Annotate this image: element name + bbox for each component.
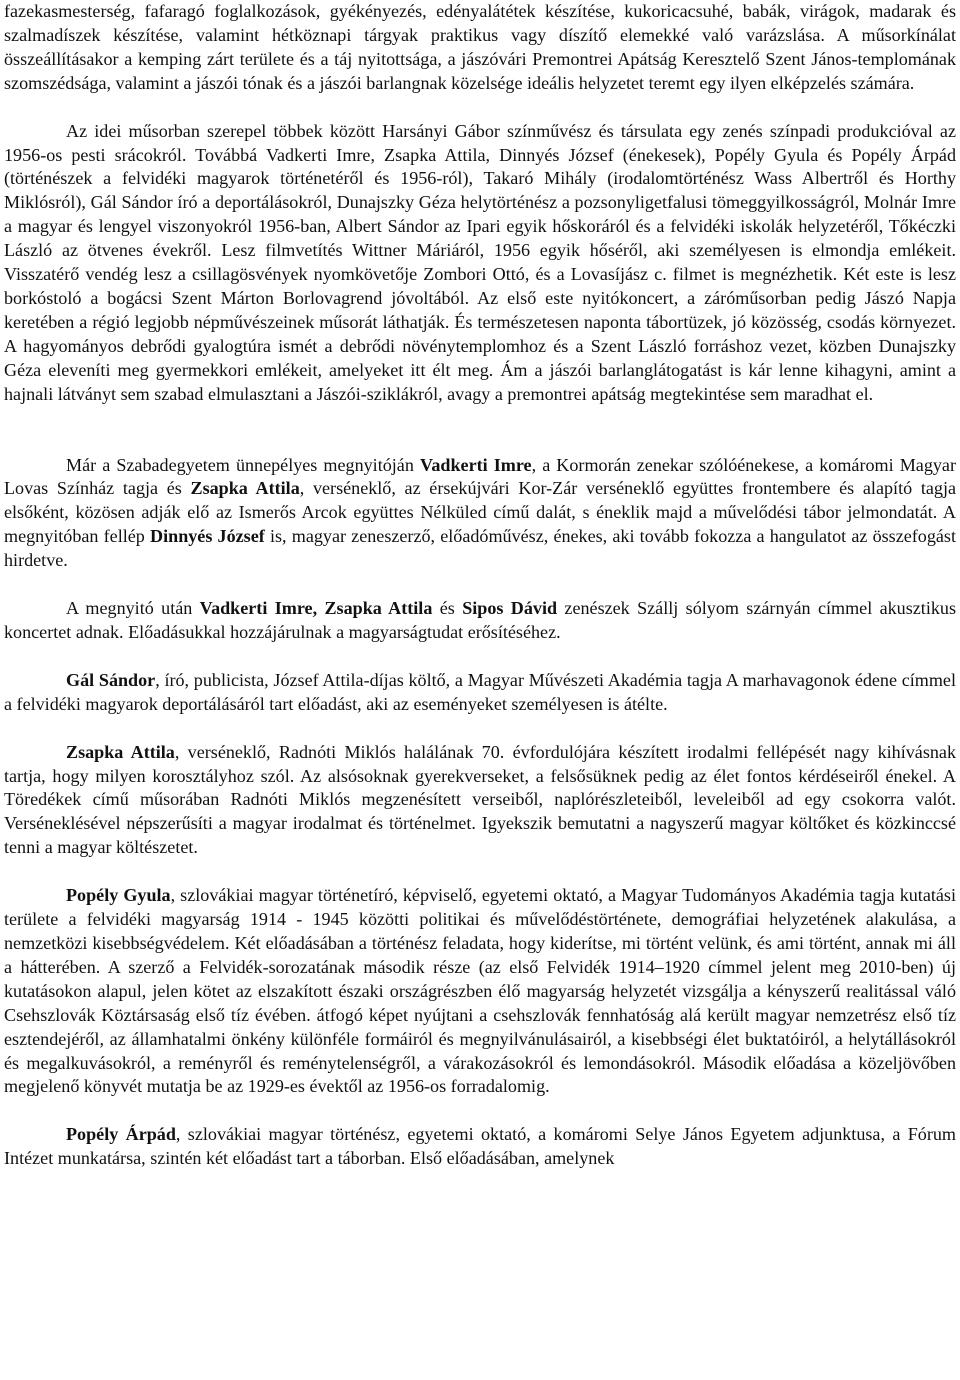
paragraph-text: is, magyar zeneszerző, előadóművész, énekes, aki tovább fokozza a hangulatot az összefogást hirdetve. — [4, 526, 956, 571]
paragraph-gal-sandor — [4, 669, 956, 717]
paragraph-intro-continuation — [4, 0, 956, 96]
paragraph-opening-ceremony — [4, 454, 956, 574]
paragraph-text: , verséneklő, az érsekújvári Kor-Zár verséneklő együttes frontembere és alapító tagja elsőként, közösen adják elő az Ismerős Arcok együttes Nélküled című dalát, s éneklik majd a művelődési tábor jelmondatát. A megnyitóban fellép — [4, 478, 956, 547]
performer-name: Dinnyés József — [150, 526, 265, 547]
performer-name: Sipos Dávid — [462, 598, 558, 619]
paragraph-text: , író, publicista, József Attila-díjas költő, a Magyar Művészeti Akadémia tagja A marhavagonok édene címmel a felvidéki magyarok deportálásáról tart előadást, aki az eseményeket személyesen is átélte. — [4, 669, 956, 714]
paragraph-text: , szlovákiai magyar történetíró, képviselő, egyetemi oktató, a Magyar Tudományos Akadémia tagja kutatási területe a felvidéki magyarság 1914 - 1945 közötti politikai és művelődéstörténete, demográfiai helyzetének alakulása, a nemzetközi kisebbségvédelem. Két előadásában a történész feladata, hogy kiderítse, mi történt velünk, és ami történt, annak mi áll a hátterében. A szerző a Felvidék-sorozatának második része (az első Felvidék 1914–1920 címmel jelent meg 2010-ben) új kutatásokon alapul, jelen kötet az elszakított északi országrészben élő magyarság helyzetét vizsgálja a kényszerű realitással váló Csehszlovák Köztársaság első tíz évében. átfogó képet nyújtani a csehszlovák fennhatóság alá került magyar nemzetrész első tíz esztendejéről, az államhatalmi önkény különféle formáiról és megnyilvánulásairól, a kisebbségi élet buktatóiról, a helytállásokról és megalkuvásokról, a reményről és reménytelenségről, a várakozásokról és lemondásokról. Második előadása a közeljövőben megjelenő könyvét mutatja be az 1929-es évektől az 1956-os forradalomig. — [4, 885, 956, 1097]
performer-name: Vadkerti Imre, Zsapka Attila — [199, 598, 433, 619]
speaker-name: Popély Gyula — [66, 885, 171, 906]
paragraph-text: Már a Szabadegyetem ünnepélyes megnyitóján — [66, 454, 420, 475]
paragraph-text: Az idei műsorban szerepel többek között Harsányi Gábor színművész és társulata egy zenés színpadi produkcióval az 1956-os pesti srácokról. Továbbá Vadkerti Imre, Zsapka Attila, Dinnyés József (énekesek), Popély Gyula és Popély Árpád (történészek a felvidéki magyarok történetéről és 1956-ról), Takaró Mihály (irodalomtörténész Wass Albertről és Horthy Miklósról), Gál Sándor író a deportálásokról, Dunajszky Géza helytörténész a pozsonyligetfalusi tömeggyilkosságról, Molnár Imre a magyar és lengyel viszonyokról 1956-ban, Albert Sándor az Ipari egyik hőskoráról és a felvidéki iskolák helyzetéről, Tőkéczki László az ötvenes évekről. Lesz filmvetítés Wittner Máriáról, 1956 egyik hőséről, aki személyesen is elmondja emlékeit. Visszatérő vendég lesz a csillagösvények nyomkövetője Zombori Ottó, és a Lovasíjász c. filmet is megnézhetik. Két este is lesz borkóstoló a bogácsi Szent Márton Borlovagrend jóvoltából. Az első este nyitókoncert, a záróműsorban pedig Jászó Napja keretében a régió legjobb népművészeinek műsorát láthatják. És természetesen naponta tábortüzek, jó közösség, csodás környezet. A hagyományos debrődi gyalogtúra ismét a debrődi növénytemplomhoz és a Szent László forráshoz vezet, közben Dunajszky Géza eleveníti meg gyermekkori emlékeit, amelyeket itt élt meg. Ám a jászói barlanglátogatást is kár lenne kihagyni, amint a hajnali látványt sem szabad elmulasztani a Jászói-sziklákról, avagy a premontrei apátság megtekintése sem maradhat el. — [4, 120, 956, 404]
performer-name: Vadkerti Imre — [419, 454, 532, 475]
paragraph-text: , szlovákiai magyar történész, egyetemi oktató, a komáromi Selye János Egyetem adjunktusa, a Fórum Intézet munkatársa, szintén két előadást tart a táborban. Első előadásában, amelynek — [4, 1124, 956, 1169]
paragraph-text: , a Kormorán zenekar szólóénekese, a komáromi Magyar Lovas Színház tagja és — [4, 454, 956, 499]
paragraph-text: , verséneklő, Radnóti Miklós halálának 70. évfordulójára készített irodalmi fellépését nagy kihívásnak tartja, hogy milyen korosztályhoz szól. Az alsósoknak gyerekverseket, a felsősüknek pedig az élet fontos kérdéseiről énekel. A Töredékek című műsorában Radnóti Miklós megzenésített verseiből, naplórészleteiből, leveleiből ad egy csokorra valót. Verséneklésével népszerűsíti a magyar irodalmat és történelmet. Igyekszik bemutatni a nagyszerű magyar költőket és közkinccsé tenni a magyar költészetet. — [4, 741, 956, 858]
performer-name: Zsapka Attila — [190, 478, 300, 499]
paragraph-text: A megnyitó után — [66, 598, 200, 619]
paragraph-text: zenészek Szállj sólyom szárnyán címmel akusztikus koncertet adnak. Előadásukkal hozzájárulnak a magyarságtudat erősítéséhez. — [4, 598, 956, 642]
speaker-name: Zsapka Attila — [66, 741, 175, 762]
paragraph-acoustic-concert — [4, 597, 956, 645]
paragraph-zsapka-attila — [4, 741, 956, 861]
speaker-name: Gál Sándor — [66, 669, 156, 690]
paragraph-popely-gyula — [4, 884, 956, 1099]
paragraph-text: fazekasmesterség, fafaragó foglalkozások, gyékényezés, edényalátétek készítése, kukoricacsuhé, babák, virágok, madarak és szalmadíszek készítése, valamint hétköznapi tárgyak praktikus vagy díszítő elemekké való varázslása. A műsorkínálat összeállításakor a kemping zárt területe és a táj nyitottsága, a jászóvári Premontrei Apátság Keresztelő Szent János-templomának szomszédsága, valamint a jászói tónak és a jászói barlangnak közelsége ideális helyzetet teremt egy ilyen elképzelés számára. — [4, 1, 956, 93]
paragraph-popely-arpad — [4, 1123, 956, 1171]
paragraph-program-overview — [4, 120, 956, 407]
paragraph-text: és — [432, 598, 463, 619]
speaker-name: Popély Árpád — [66, 1124, 176, 1145]
